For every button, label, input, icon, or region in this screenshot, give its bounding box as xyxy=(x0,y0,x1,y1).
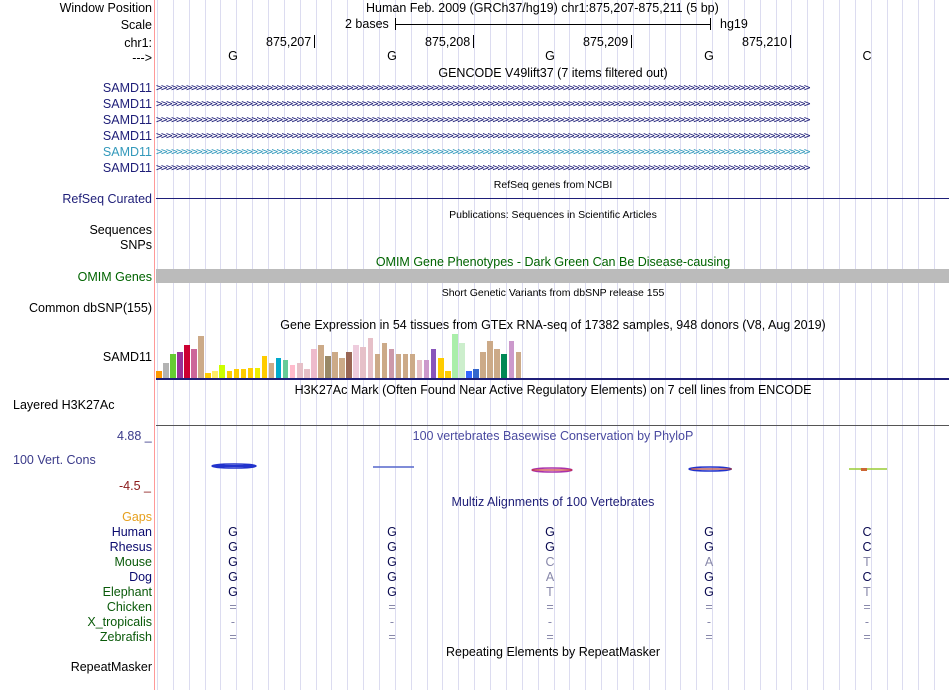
gtex-tissue-bar[interactable] xyxy=(184,345,190,378)
multiz-base: C xyxy=(862,525,872,539)
gencode-gene-label[interactable]: SAMD11 xyxy=(102,97,152,111)
multiz-species-label[interactable]: Human xyxy=(111,525,152,539)
gtex-tissue-bar[interactable] xyxy=(360,347,366,378)
cons-track-label[interactable]: 100 Vert. Cons xyxy=(13,453,96,467)
multiz-species-label[interactable]: Zebrafish xyxy=(99,630,152,644)
gencode-gene-label[interactable]: SAMD11 xyxy=(102,161,152,175)
cons-mark xyxy=(861,468,867,471)
position-tick-4: 875,210 xyxy=(742,35,788,49)
multiz-base: T xyxy=(863,585,871,599)
label-separator xyxy=(154,0,155,690)
gtex-tissue-bar[interactable] xyxy=(318,345,324,378)
gtex-tissue-bar[interactable] xyxy=(241,369,247,378)
refseq-track-label[interactable]: RefSeq Curated xyxy=(62,192,152,206)
gtex-tissue-bar[interactable] xyxy=(198,336,204,378)
strand-chevrons: >>>>>>>>>>>>>>>>>>>>>>>>>>>>>>>>>>>>>>>>>>>>>>>>>>>>>>>>>>>>>>>>>>>>>>>>>>>>>>>>>>>>>>>>>>>>>>>>>>>>>>>>>>>>>>>>>>>>>>>>>>>>>>>>>> xyxy=(156,81,809,94)
gtex-tissue-bar[interactable] xyxy=(445,371,451,378)
gtex-tissue-bar[interactable] xyxy=(212,371,218,378)
gtex-tissue-bar[interactable] xyxy=(191,349,197,378)
gtex-tissue-bar[interactable] xyxy=(509,341,515,378)
multiz-base: = xyxy=(705,630,713,644)
gencode-gene-label[interactable]: SAMD11 xyxy=(102,81,152,95)
gtex-tissue-bar[interactable] xyxy=(311,349,317,378)
gtex-tissue-bar[interactable] xyxy=(248,368,254,378)
gtex-tissue-bar[interactable] xyxy=(346,352,352,378)
strand-chevrons: >>>>>>>>>>>>>>>>>>>>>>>>>>>>>>>>>>>>>>>>>>>>>>>>>>>>>>>>>>>>>>>>>>>>>>>>>>>>>>>>>>>>>>>>>>>>>>>>>>>>>>>>>>>>>>>>>>>>>>>>>>>>>>>>>> xyxy=(156,161,809,174)
multiz-base: G xyxy=(228,540,238,554)
omim-gene-bar[interactable] xyxy=(156,269,949,283)
gtex-tissue-bar[interactable] xyxy=(297,363,303,378)
cons-track-title[interactable]: 100 vertebrates Basewise Conservation by PhyloP xyxy=(412,429,694,443)
gtex-tissue-bar[interactable] xyxy=(332,352,338,378)
base-letter: G xyxy=(387,49,397,63)
scale-bar xyxy=(395,18,711,30)
position-tick-mark xyxy=(314,35,315,48)
strand-chevrons: >>>>>>>>>>>>>>>>>>>>>>>>>>>>>>>>>>>>>>>>>>>>>>>>>>>>>>>>>>>>>>>>>>>>>>>>>>>>>>>>>>>>>>>>>>>>>>>>>>>>>>>>>>>>>>>>>>>>>>>>>>>>>>>>>> xyxy=(156,97,809,110)
window-position-label: Window Position xyxy=(59,1,152,15)
gtex-tissue-bar[interactable] xyxy=(466,371,472,378)
multiz-base: G xyxy=(387,585,397,599)
multiz-base: G xyxy=(228,555,238,569)
gtex-tissue-bar[interactable] xyxy=(227,371,233,378)
gtex-tissue-bar[interactable] xyxy=(325,356,331,378)
multiz-base: G xyxy=(704,525,714,539)
cons-mark xyxy=(532,469,572,471)
scale-assembly: hg19 xyxy=(720,17,748,31)
scale-bases: 2 bases xyxy=(345,17,389,31)
h3k27ac-track-label[interactable]: Layered H3K27Ac xyxy=(13,398,115,412)
multiz-base: = xyxy=(229,630,237,644)
gtex-tissue-bar[interactable] xyxy=(431,349,437,378)
gtex-tissue-bar[interactable] xyxy=(410,354,416,378)
multiz-base: = xyxy=(863,630,871,644)
multiz-base: - xyxy=(706,615,712,629)
multiz-base: T xyxy=(863,555,871,569)
strand-chevrons: >>>>>>>>>>>>>>>>>>>>>>>>>>>>>>>>>>>>>>>>>>>>>>>>>>>>>>>>>>>>>>>>>>>>>>>>>>>>>>>>>>>>>>>>>>>>>>>>>>>>>>>>>>>>>>>>>>>>>>>>>>>>>>>>>> xyxy=(156,145,809,158)
snps-track-label[interactable]: SNPs xyxy=(120,238,152,252)
gaps-label: Gaps xyxy=(122,510,152,524)
window-position-value[interactable]: Human Feb. 2009 (GRCh37/hg19) chr1:875,207-875,211 (5 bp) xyxy=(366,1,719,15)
h3k27ac-track-title[interactable]: H3K27Ac Mark (Often Found Near Active Regulatory Elements) on 7 cell lines from ENCODE xyxy=(294,383,812,397)
multiz-base: G xyxy=(704,585,714,599)
gtex-tissue-bar[interactable] xyxy=(304,369,310,378)
gencode-gene-feature[interactable] xyxy=(156,80,949,96)
multiz-base: = xyxy=(388,630,396,644)
multiz-base: = xyxy=(546,630,554,644)
multiz-base: A xyxy=(545,570,555,584)
cons-mark xyxy=(213,465,256,467)
gtex-tissue-bar[interactable] xyxy=(219,365,225,378)
multiz-base: - xyxy=(389,615,395,629)
multiz-base: G xyxy=(704,570,714,584)
multiz-base: = xyxy=(388,600,396,614)
gtex-tissue-bar[interactable] xyxy=(473,369,479,378)
gtex-tissue-bar[interactable] xyxy=(424,360,430,378)
cons-wiggle-plot[interactable] xyxy=(156,455,949,480)
strand-chevrons: >>>>>>>>>>>>>>>>>>>>>>>>>>>>>>>>>>>>>>>>>>>>>>>>>>>>>>>>>>>>>>>>>>>>>>>>>>>>>>>>>>>>>>>>>>>>>>>>>>>>>>>>>>>>>>>>>>>>>>>>>>>>>>>>>> xyxy=(156,129,809,142)
gencode-gene-label[interactable]: SAMD11 xyxy=(102,113,152,127)
multiz-base: - xyxy=(864,615,870,629)
chrom-label: chr1: xyxy=(124,36,152,50)
multiz-base: G xyxy=(387,555,397,569)
refseq-track-title[interactable]: RefSeq genes from NCBI xyxy=(493,179,613,191)
base-letter: G xyxy=(704,49,714,63)
gtex-tissue-bar[interactable] xyxy=(389,349,395,378)
gencode-gene-feature[interactable] xyxy=(156,160,949,176)
gtex-tissue-bar[interactable] xyxy=(452,334,458,378)
gtex-tissue-bar[interactable] xyxy=(255,368,261,378)
gencode-gene-feature[interactable] xyxy=(156,96,949,112)
publications-track-title[interactable]: Publications: Sequences in Scientific Articles xyxy=(449,209,657,221)
gtex-tissue-bar[interactable] xyxy=(438,358,444,378)
multiz-base: G xyxy=(228,570,238,584)
strand-chevrons: >>>>>>>>>>>>>>>>>>>>>>>>>>>>>>>>>>>>>>>>>>>>>>>>>>>>>>>>>>>>>>>>>>>>>>>>>>>>>>>>>>>>>>>>>>>>>>>>>>>>>>>>>>>>>>>>>>>>>>>>>>>>>>>>>> xyxy=(156,113,809,126)
base-letter: G xyxy=(545,49,555,63)
gtex-tissue-bar[interactable] xyxy=(382,343,388,378)
gtex-tissue-bar[interactable] xyxy=(375,354,381,378)
base-letter: C xyxy=(862,49,872,63)
multiz-base: A xyxy=(704,555,714,569)
gtex-tissue-bar[interactable] xyxy=(283,360,289,378)
scale-label: Scale xyxy=(120,18,152,32)
gtex-tissue-bar[interactable] xyxy=(368,338,374,378)
omim-track-label[interactable]: OMIM Genes xyxy=(77,270,152,284)
repeatmasker-track-title[interactable]: Repeating Elements by RepeatMasker xyxy=(445,645,660,659)
gtex-tissue-bar[interactable] xyxy=(177,352,183,378)
multiz-base: G xyxy=(228,525,238,539)
multiz-base: G xyxy=(545,525,555,539)
gtex-tissue-bar[interactable] xyxy=(494,349,500,378)
gtex-tissue-bar[interactable] xyxy=(262,356,268,378)
multiz-base: T xyxy=(546,585,554,599)
position-tick-2: 875,208 xyxy=(425,35,471,49)
gtex-baseline xyxy=(156,378,949,380)
gtex-tissue-bar[interactable] xyxy=(276,358,282,378)
h3k27ac-baseline xyxy=(156,425,949,426)
multiz-base: - xyxy=(547,615,553,629)
dbsnp-track-label[interactable]: Common dbSNP(155) xyxy=(29,301,152,315)
gencode-gene-feature[interactable] xyxy=(156,144,949,160)
multiz-species-label[interactable]: Elephant xyxy=(102,585,152,599)
multiz-base: G xyxy=(387,570,397,584)
multiz-base: G xyxy=(545,540,555,554)
gencode-gene-label[interactable]: SAMD11 xyxy=(102,145,152,159)
multiz-base: G xyxy=(228,585,238,599)
multiz-base: C xyxy=(545,555,555,569)
gtex-tissue-bar[interactable] xyxy=(163,363,169,378)
multiz-base: G xyxy=(704,540,714,554)
gtex-tissue-bar[interactable] xyxy=(170,354,176,378)
gtex-tissue-bar[interactable] xyxy=(417,360,423,378)
gtex-tissue-bar[interactable] xyxy=(487,341,493,378)
gtex-tissue-bar[interactable] xyxy=(353,345,359,378)
gtex-bar-chart[interactable] xyxy=(156,333,536,378)
refseq-gene-line[interactable] xyxy=(156,198,949,199)
multiz-base: = xyxy=(863,600,871,614)
gtex-tissue-bar[interactable] xyxy=(459,343,465,378)
gencode-track-title[interactable]: GENCODE V49lift37 (7 items filtered out) xyxy=(438,66,668,80)
position-tick-1: 875,207 xyxy=(266,35,312,49)
multiz-species-label[interactable]: Mouse xyxy=(114,555,152,569)
position-tick-mark xyxy=(631,35,632,48)
multiz-base: = xyxy=(546,600,554,614)
multiz-species-label[interactable]: Dog xyxy=(129,570,152,584)
multiz-base: = xyxy=(705,600,713,614)
position-tick-3: 875,209 xyxy=(583,35,629,49)
gtex-tissue-bar[interactable] xyxy=(403,354,409,378)
repeatmasker-track-label[interactable]: RepeatMasker xyxy=(70,660,152,674)
gtex-tissue-bar[interactable] xyxy=(339,358,345,378)
gtex-tissue-bar[interactable] xyxy=(290,365,296,378)
gtex-tissue-bar[interactable] xyxy=(234,369,240,378)
multiz-base: C xyxy=(862,540,872,554)
gtex-tissue-bar[interactable] xyxy=(480,352,486,378)
multiz-base: G xyxy=(387,525,397,539)
position-tick-mark xyxy=(790,35,791,48)
gencode-gene-label[interactable]: SAMD11 xyxy=(102,129,152,143)
gtex-tissue-bar[interactable] xyxy=(396,354,402,378)
multiz-track-title[interactable]: Multiz Alignments of 100 Vertebrates xyxy=(451,495,655,509)
gtex-track-label[interactable]: SAMD11 xyxy=(102,350,152,364)
base-letter: G xyxy=(228,49,238,63)
cons-mark xyxy=(691,468,732,470)
multiz-species-label[interactable]: Chicken xyxy=(106,600,152,614)
cons-min-label: -4.5 _ xyxy=(119,479,151,493)
gtex-track-title[interactable]: Gene Expression in 54 tissues from GTEx RNA-seq of 17382 samples, 948 donors (V8, Aug 2019) xyxy=(280,318,826,332)
dbsnp-track-title[interactable]: Short Genetic Variants from dbSNP release 155 xyxy=(441,287,665,299)
strand-arrow-label: ---> xyxy=(132,51,152,65)
gencode-gene-feature[interactable] xyxy=(156,112,949,128)
multiz-base: G xyxy=(387,540,397,554)
multiz-base: - xyxy=(230,615,236,629)
gtex-tissue-bar[interactable] xyxy=(269,363,275,378)
gtex-tissue-bar[interactable] xyxy=(501,354,507,378)
gtex-tissue-bar[interactable] xyxy=(516,352,522,378)
multiz-base: = xyxy=(229,600,237,614)
multiz-species-label[interactable]: Rhesus xyxy=(109,540,152,554)
position-tick-mark xyxy=(473,35,474,48)
gencode-gene-feature[interactable] xyxy=(156,128,949,144)
gtex-tissue-bar[interactable] xyxy=(156,371,162,378)
multiz-base: C xyxy=(862,570,872,584)
cons-max-label: 4.88 _ xyxy=(117,429,152,443)
multiz-species-label[interactable]: X_tropicalis xyxy=(87,615,152,629)
sequences-track-label[interactable]: Sequences xyxy=(89,223,152,237)
omim-track-title[interactable]: OMIM Gene Phenotypes - Dark Green Can Be Disease-causing xyxy=(375,255,731,269)
